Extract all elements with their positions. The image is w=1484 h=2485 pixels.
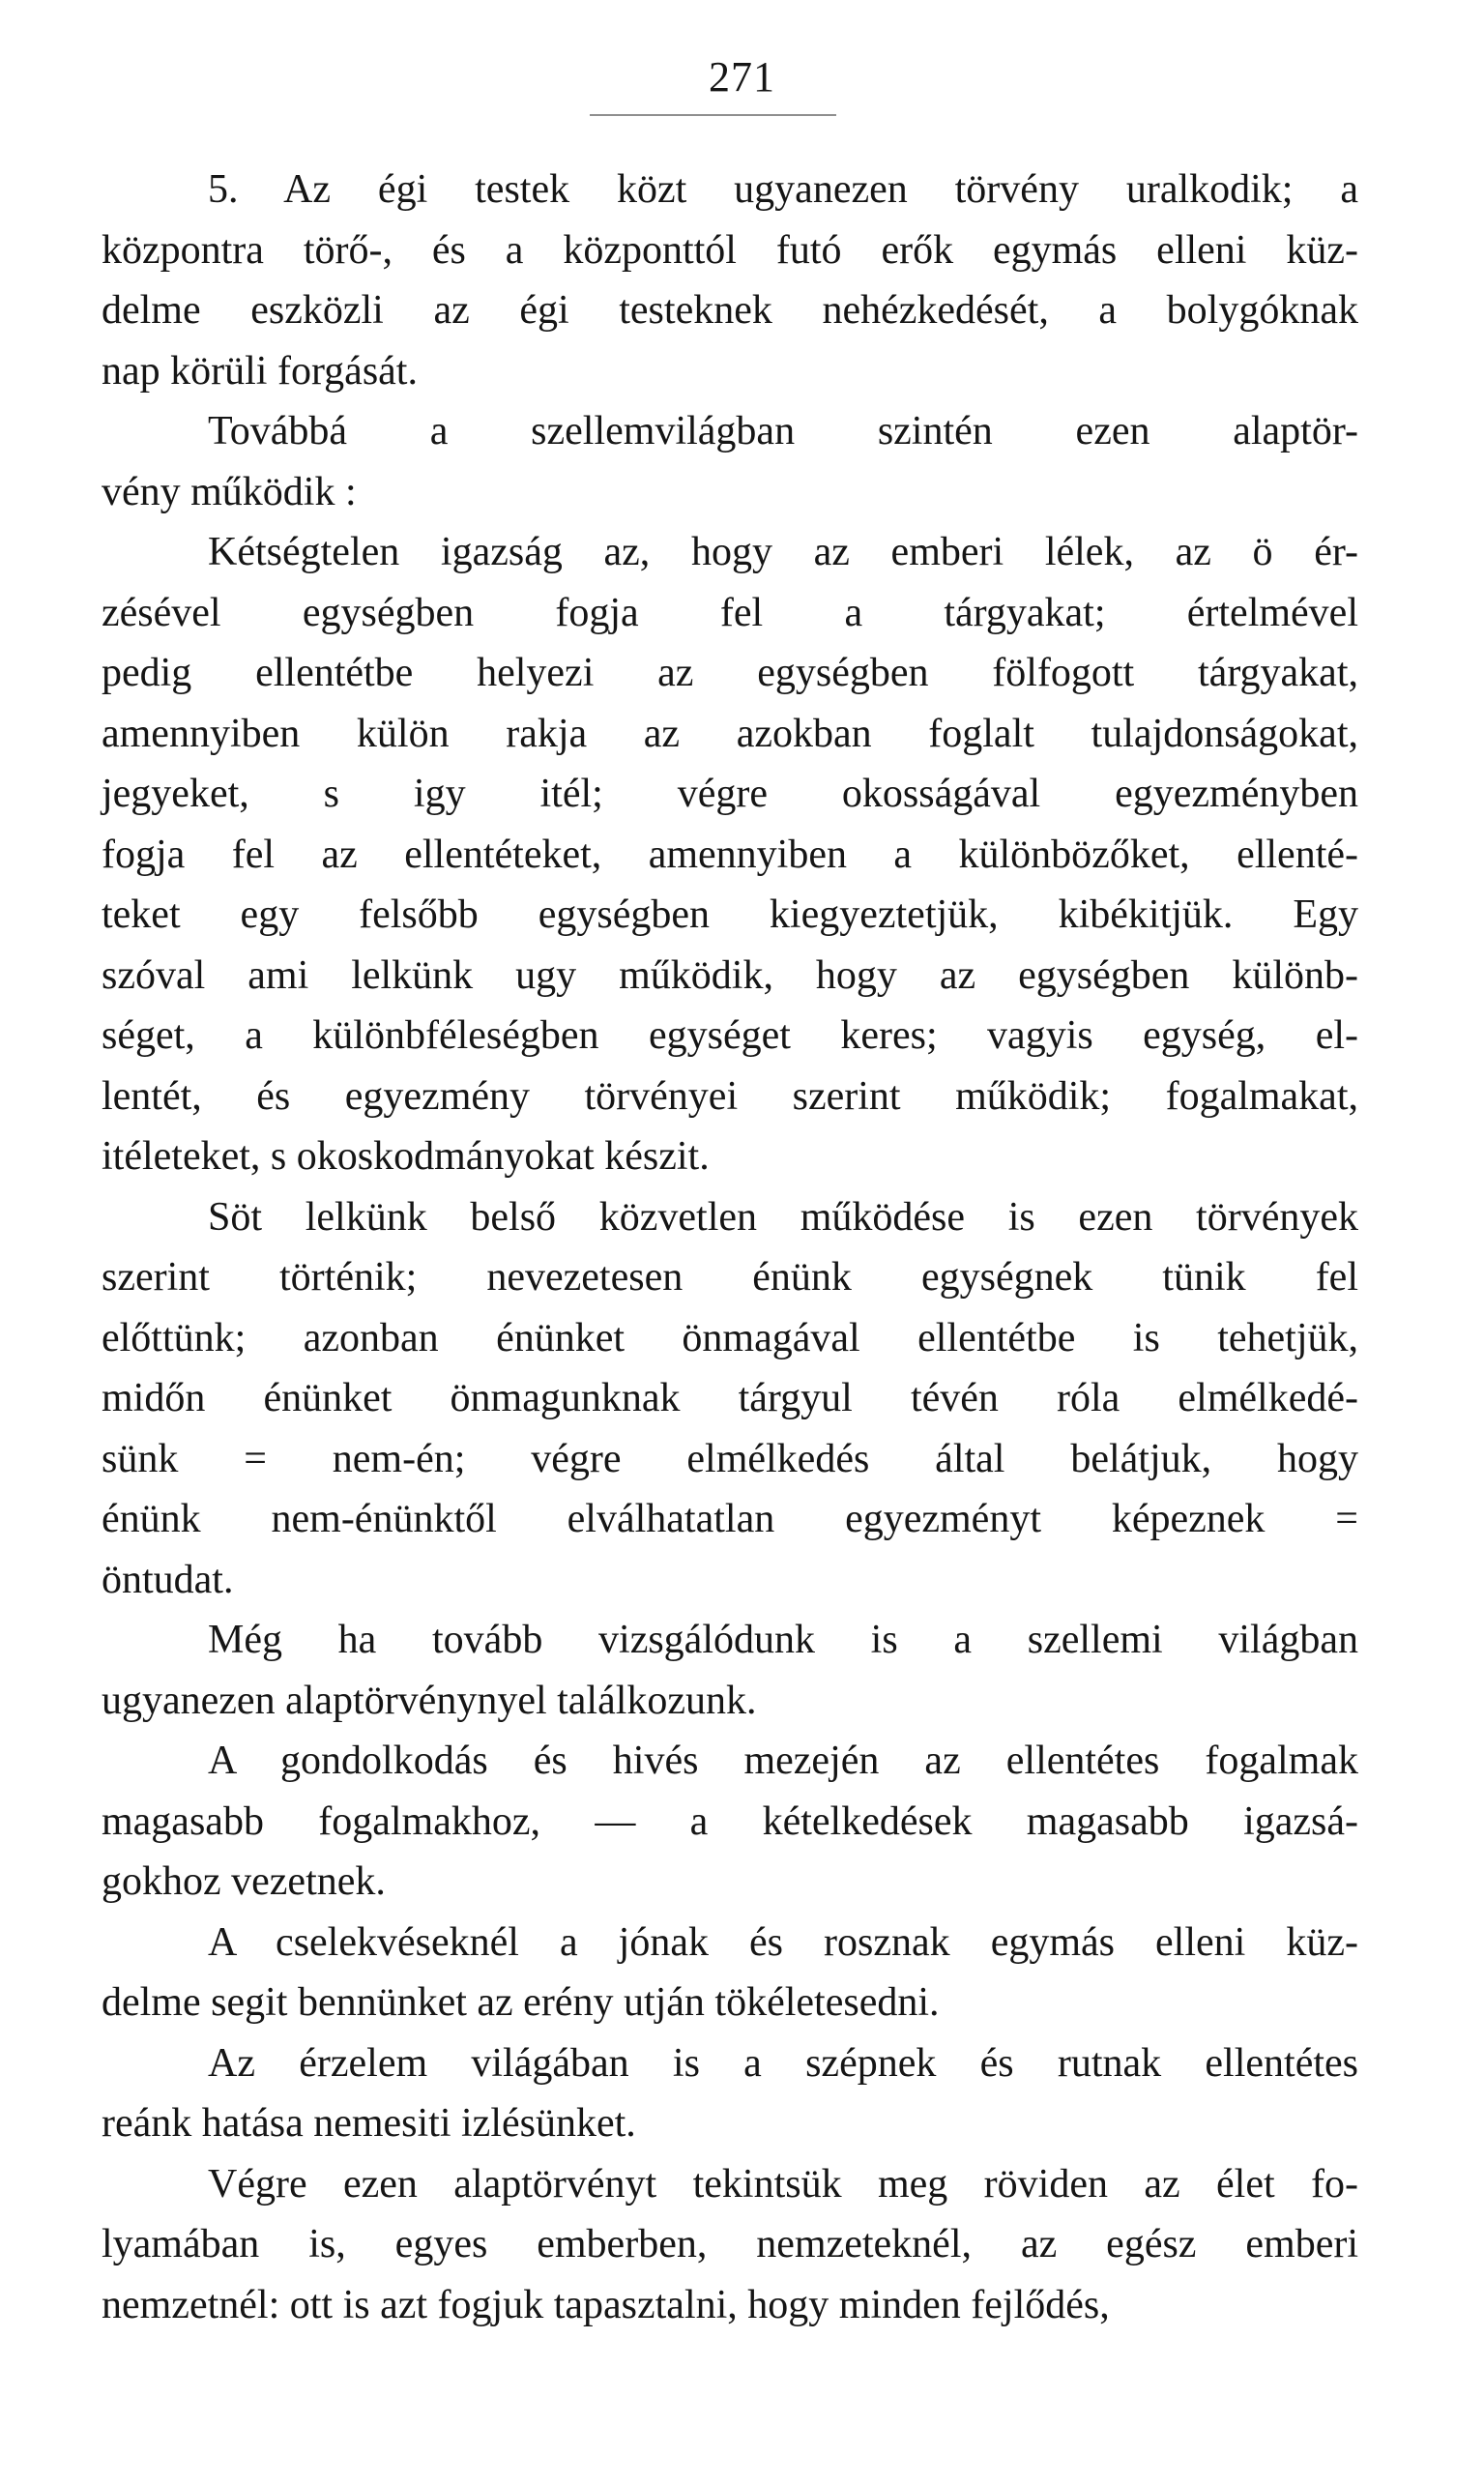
text-line: pedig ellentétbe helyezi az egységben fölfogott tárgyakat, — [102, 651, 1358, 695]
text-line: Továbbá a szellemvilágban szintén ezen alaptör- — [208, 409, 1358, 453]
text-line: lentét, és egyezmény törvényei szerint működik; fogalmakat, — [102, 1073, 1358, 1119]
text-line: sünk = nem-én; végre elmélkedés által belátjuk, hogy — [102, 1436, 1358, 1481]
text-line: delme segit bennünket az erény utján tökéletesedni. — [102, 1980, 940, 2025]
text-line: szerint történik; nevezetesen énünk egységnek tünik fel — [102, 1255, 1358, 1300]
text-line: vény működik : — [102, 469, 357, 514]
text-line: A cselekvéseknél a jónak és rosznak egymás elleni küz- — [208, 1919, 1358, 1965]
text-line: séget, a különbféleségben egységet keres; vagyis egység, el- — [102, 1013, 1358, 1058]
text-line: Söt lelkünk belső közvetlen működése is ezen törvények — [208, 1194, 1358, 1240]
page-number-ornament — [590, 114, 836, 128]
text-line: Még ha tovább vizsgálódunk is a szellemi világban — [208, 1618, 1358, 1662]
text-line: Végre ezen alaptörvényt tekintsük meg röviden az élet fo- — [208, 2161, 1358, 2207]
text-line: amennyiben külön rakja az azokban foglalt tulajdonságokat, — [102, 711, 1358, 756]
text-line: delme eszközli az égi testeknek nehézkedését, a bolygóknak — [102, 288, 1358, 333]
text-line: zésével egységben fogja fel a tárgyakat; értelmével — [102, 590, 1358, 635]
text-line: nemzetnél: ott is azt fogjuk tapasztalni, hogy minden fejlődés, — [102, 2282, 1110, 2327]
text-line: előttünk; azonban énünket önmagával ellentétbe is tehetjük, — [102, 1315, 1358, 1360]
text-line: szóval ami lelkünk ugy működik, hogy az egységben különb- — [102, 952, 1358, 998]
text-line: nap körüli forgását. — [102, 348, 418, 394]
text-line: 5. Az égi testek közt ugyanezen törvény uralkodik; a — [208, 167, 1358, 212]
text-line: A gondolkodás és hivés mezején az ellentétes fogalmak — [208, 1739, 1358, 1783]
text-line: reánk hatása nemesiti izlésünket. — [102, 2101, 636, 2146]
text-line: énünk nem-énünktől elválhatatlan egyezményt képeznek = — [102, 1497, 1358, 1541]
text-line: itéleteket, s okoskodmányokat készit. — [102, 1134, 710, 1179]
text-line: öntudat. — [102, 1557, 234, 1602]
text-line: lyamában is, egyes emberben, nemzeteknél, az egész emberi — [102, 2222, 1358, 2266]
text-line: magasabb fogalmakhoz, — a kételkedések magasabb igazsá- — [102, 1798, 1358, 1844]
text-line: fogja fel az ellentéteket, amennyiben a különbözőket, ellenté- — [102, 832, 1358, 877]
text-line: midőn énünket önmagunknak tárgyul tévén róla elmélkedé- — [102, 1376, 1358, 1420]
text-line: Az érzelem világában is a szépnek és rutnak ellentétes — [208, 2040, 1358, 2086]
text-line: teket egy felsőbb egységben kiegyeztetjük, kibékitjük. Egy — [102, 892, 1358, 937]
page-number: 271 — [709, 53, 775, 101]
text-line: ugyanezen alaptörvénynyel találkozunk. — [102, 1678, 757, 1723]
body-text — [102, 160, 1358, 2335]
text-line: központra törő-, és a központtól futó erők egymás elleni küz- — [102, 227, 1358, 273]
text-line: jegyeket, s igy itél; végre okosságával egyezményben — [102, 772, 1358, 816]
text-line: gokhoz vezetnek. — [102, 1859, 386, 1904]
text-line: Kétségtelen igazság az, hogy az emberi lélek, az ö ér- — [208, 530, 1358, 574]
